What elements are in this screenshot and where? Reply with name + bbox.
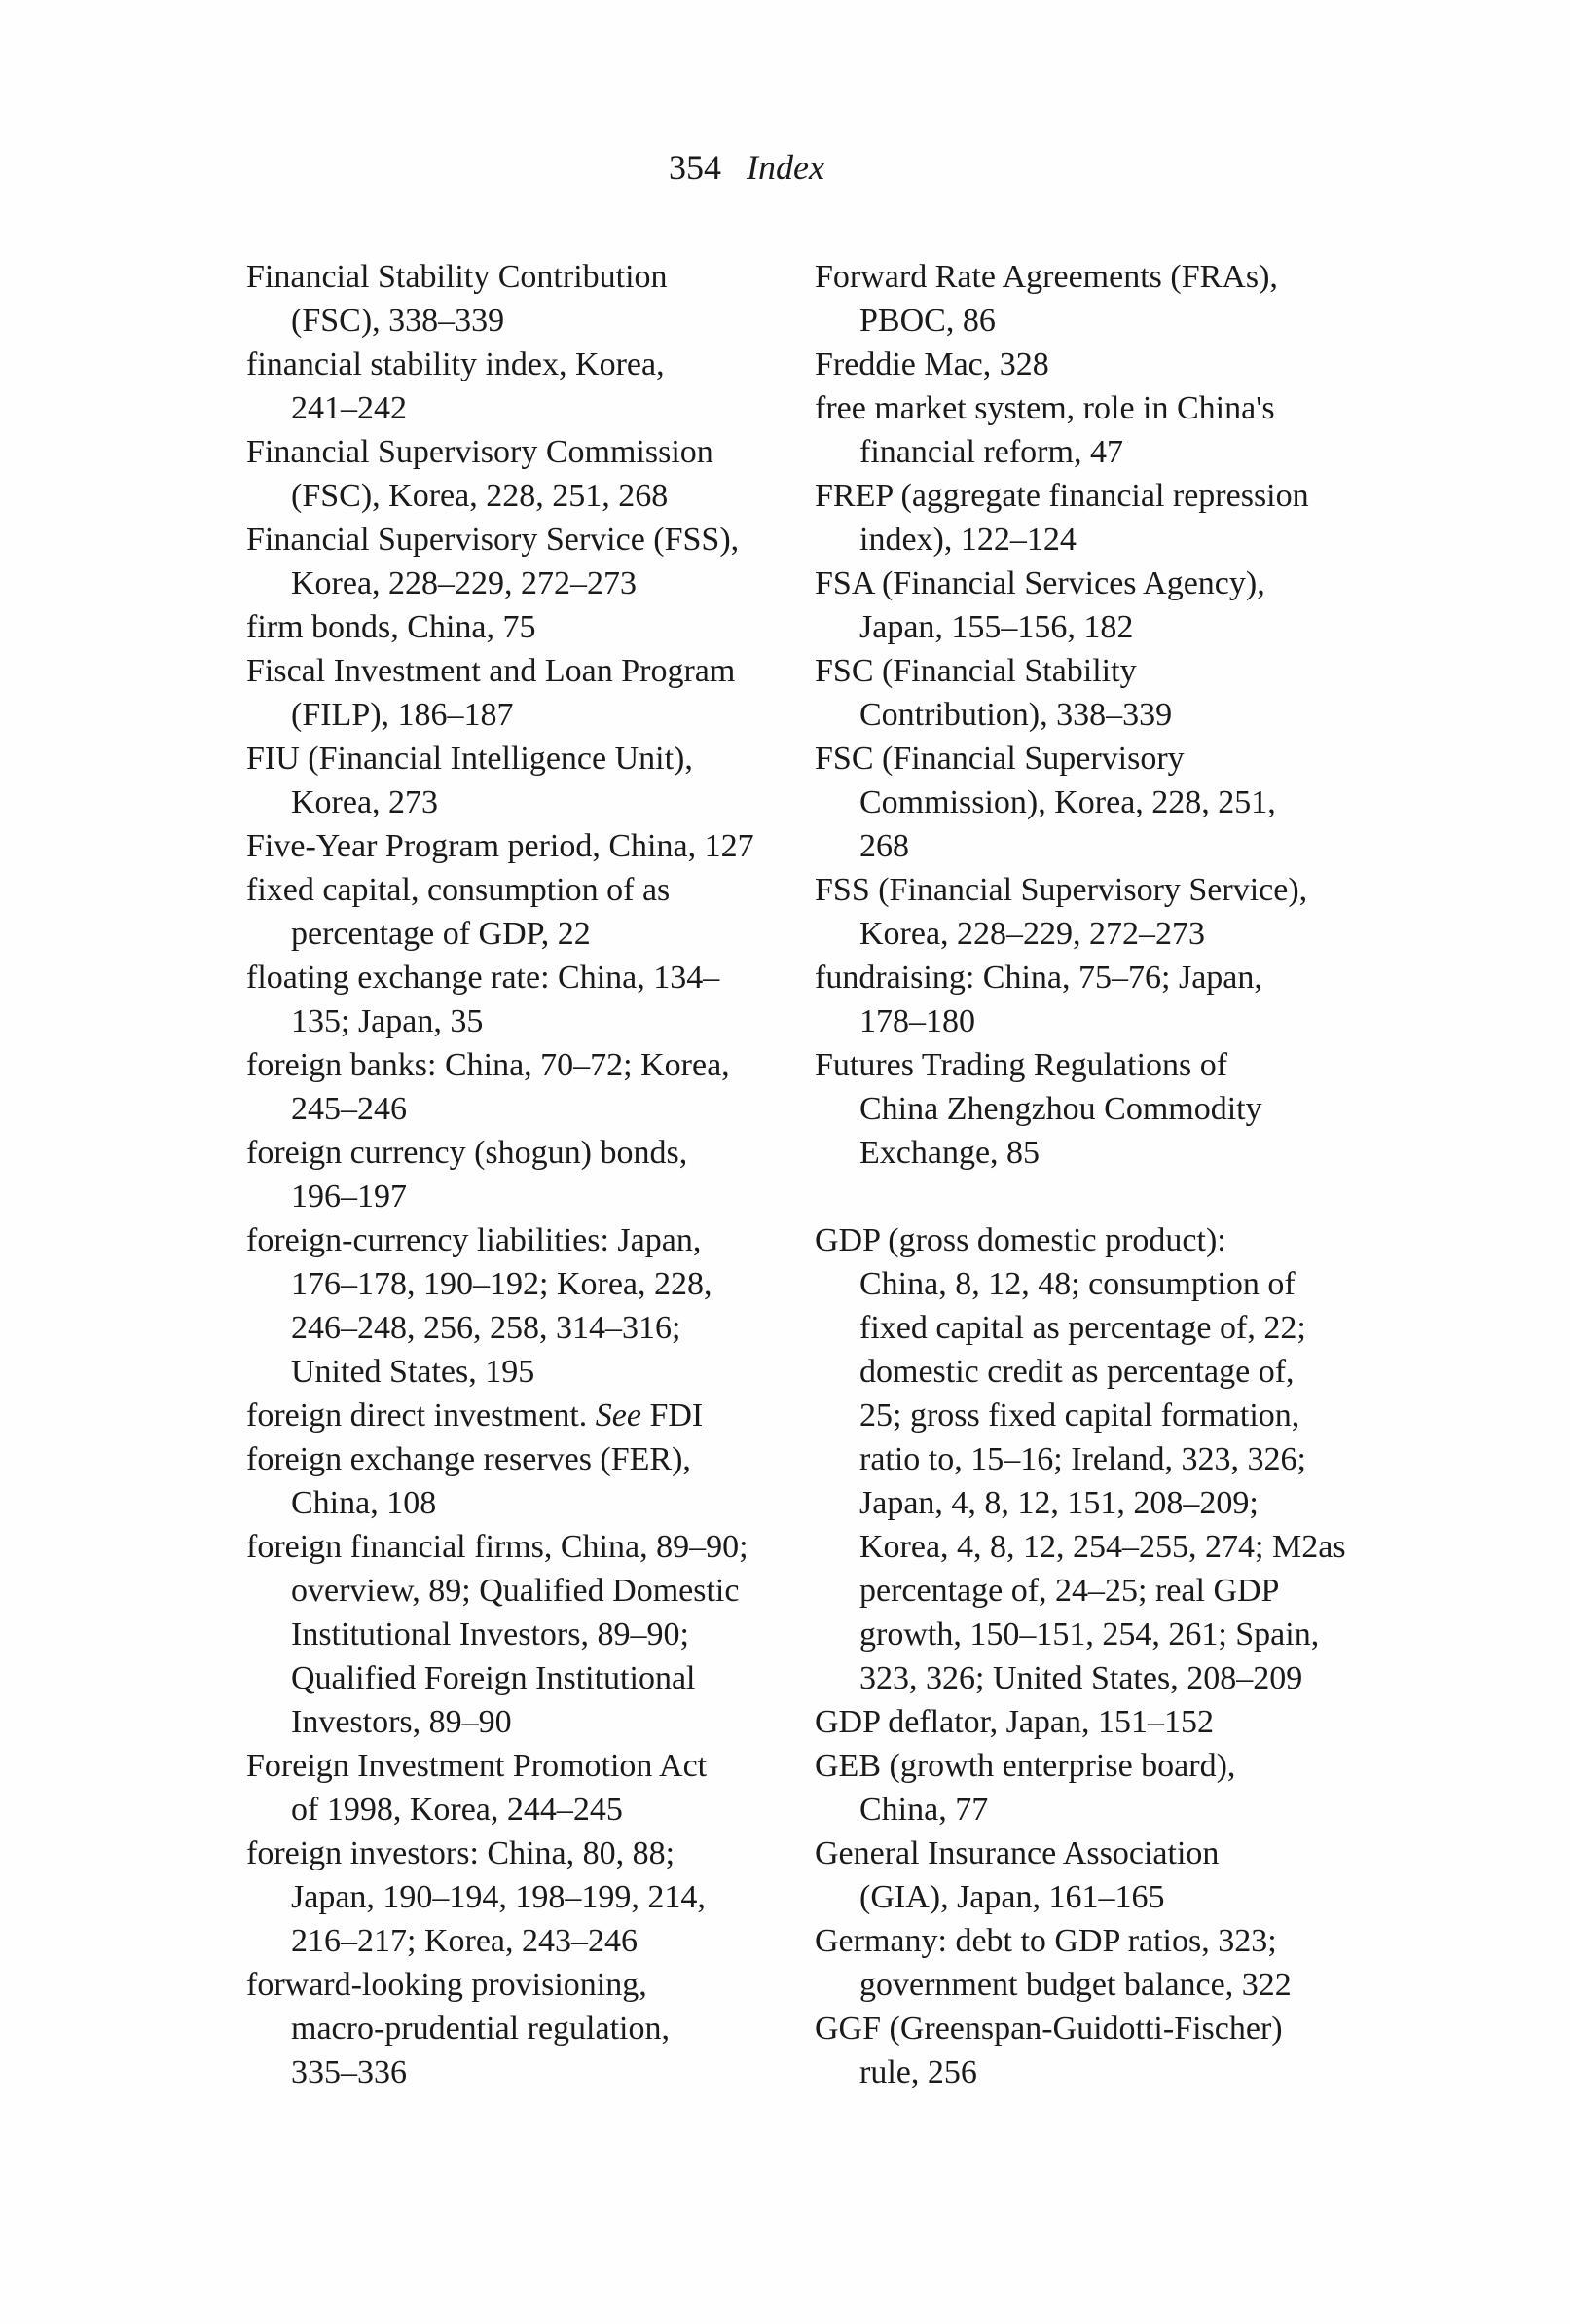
index-line: Japan, 4, 8, 12, 151, 208–209; — [859, 1485, 1259, 1521]
index-line: (GIA), Japan, 161–165 — [859, 1879, 1165, 1915]
index-line: Institutional Investors, 89–90; — [291, 1616, 689, 1652]
index-line: domestic credit as percentage of, — [859, 1354, 1295, 1390]
index-line: 241–242 — [291, 390, 407, 426]
index-line: 25; gross fixed capital formation, — [859, 1398, 1300, 1434]
index-line: China Zhengzhou Commodity — [859, 1091, 1262, 1127]
index-line: financial reform, 47 — [859, 434, 1123, 470]
index-line: General Insurance Association — [815, 1835, 1220, 1871]
index-line: (FSC), 338–339 — [291, 303, 505, 339]
index-line: GDP deflator, Japan, 151–152 — [815, 1704, 1215, 1740]
index-line: overview, 89; Qualified Domestic — [291, 1573, 740, 1609]
index-line: percentage of, 24–25; real GDP — [859, 1573, 1280, 1609]
index-line: 196–197 — [291, 1179, 407, 1215]
index-line: GDP (gross domestic product): — [815, 1222, 1226, 1258]
index-line: foreign financial firms, China, 89–90; — [246, 1529, 748, 1565]
index-line: percentage of GDP, 22 — [291, 916, 591, 952]
index-line: FSS (Financial Supervisory Service), — [815, 872, 1308, 908]
index-line: 268 — [859, 828, 909, 864]
index-line: Qualified Foreign Institutional — [291, 1660, 696, 1696]
index-line: Financial Supervisory Service (FSS), — [246, 522, 740, 558]
index-line: growth, 150–151, 254, 261; Spain, — [859, 1616, 1320, 1652]
index-line: floating exchange rate: China, 134– — [246, 960, 720, 996]
index-line: rule, 256 — [859, 2054, 977, 2090]
index-line: 245–246 — [291, 1091, 407, 1127]
index-line: FIU (Financial Intelligence Unit), — [246, 741, 693, 777]
index-line: China, 77 — [859, 1792, 989, 1828]
index-line: 178–180 — [859, 1003, 975, 1039]
index-line: (FSC), Korea, 228, 251, 268 — [291, 478, 669, 514]
index-line: macro-prudential regulation, — [291, 2011, 670, 2047]
index-line: Foreign Investment Promotion Act — [246, 1748, 708, 1784]
index-line: Japan, 155–156, 182 — [859, 609, 1134, 645]
page-header — [669, 146, 824, 190]
index-line: foreign investors: China, 80, 88; — [246, 1835, 675, 1871]
index-column-right — [815, 255, 1379, 2094]
index-line: 323, 326; United States, 208–209 — [859, 1660, 1303, 1696]
index-line: China, 8, 12, 48; consumption of — [859, 1266, 1296, 1302]
index-line: fundraising: China, 75–76; Japan, — [815, 960, 1262, 996]
index-line: of 1998, Korea, 244–245 — [291, 1792, 623, 1828]
index-line: 335–336 — [291, 2054, 407, 2090]
index-line: Germany: debt to GDP ratios, 323; — [815, 1923, 1277, 1959]
index-line: fixed capital as percentage of, 22; — [859, 1310, 1306, 1346]
page-number: 354 — [669, 148, 721, 187]
index-line: firm bonds, China, 75 — [246, 609, 536, 645]
index-line: foreign currency (shogun) bonds, — [246, 1135, 688, 1171]
index-line: GGF (Greenspan-Guidotti-Fischer) — [815, 2011, 1283, 2047]
index-line: financial stability index, Korea, — [246, 346, 665, 382]
index-line: Commission), Korea, 228, 251, — [859, 784, 1276, 820]
index-line: ratio to, 15–16; Ireland, 323, 326; — [859, 1441, 1306, 1477]
index-line: Exchange, 85 — [859, 1135, 1041, 1171]
index-line: Financial Supervisory Commission — [246, 434, 713, 470]
index-line: government budget balance, 322 — [859, 1967, 1292, 2003]
index-line: index), 122–124 — [859, 522, 1077, 558]
index-line: FREP (aggregate financial repression — [815, 478, 1309, 514]
index-line: Futures Trading Regulations of — [815, 1047, 1228, 1083]
index-line-gap — [815, 1175, 1379, 1218]
index-line: foreign-currency liabilities: Japan, — [246, 1222, 702, 1258]
index-line: Fiscal Investment and Loan Program — [246, 653, 736, 689]
index-line: Five-Year Program period, China, 127 — [246, 828, 754, 864]
index-line: 246–248, 256, 258, 314–316; — [291, 1310, 681, 1346]
index-line: Korea, 273 — [291, 784, 439, 820]
index-line: free market system, role in China's — [815, 390, 1275, 426]
index-line: Korea, 228–229, 272–273 — [291, 565, 638, 601]
index-line: 135; Japan, 35 — [291, 1003, 484, 1039]
index-line: GEB (growth enterprise board), — [815, 1748, 1236, 1784]
index-line: United States, 195 — [291, 1354, 535, 1390]
index-column-left — [246, 255, 815, 2094]
index-line: Korea, 228–229, 272–273 — [859, 916, 1206, 952]
running-head-title: Index — [747, 148, 824, 187]
index-line: forward-looking provisioning, — [246, 1967, 647, 2003]
index-line: Forward Rate Agreements (FRAs), — [815, 259, 1278, 295]
index-line: Freddie Mac, 328 — [815, 346, 1049, 382]
index-line: fixed capital, consumption of as — [246, 872, 671, 908]
index-line: Contribution), 338–339 — [859, 697, 1173, 733]
index-line: FSA (Financial Services Agency), — [815, 565, 1265, 601]
index-line: foreign banks: China, 70–72; Korea, — [246, 1047, 730, 1083]
index-line: foreign direct investment. See FDI — [246, 1398, 704, 1434]
index-line: FSC (Financial Stability — [815, 653, 1137, 689]
index-line: (FILP), 186–187 — [291, 697, 514, 733]
index-line: PBOC, 86 — [859, 303, 996, 339]
index-line: 176–178, 190–192; Korea, 228, — [291, 1266, 712, 1302]
index-line: China, 108 — [291, 1485, 437, 1521]
index-line: FSC (Financial Supervisory — [815, 741, 1185, 777]
index-line: foreign exchange reserves (FER), — [246, 1441, 691, 1477]
index-line: 216–217; Korea, 243–246 — [291, 1923, 639, 1959]
index-line: Financial Stability Contribution — [246, 259, 668, 295]
index-line: Korea, 4, 8, 12, 254–255, 274; M2as — [859, 1529, 1346, 1565]
index-line: Japan, 190–194, 198–199, 214, — [291, 1879, 706, 1915]
index-line: Investors, 89–90 — [291, 1704, 512, 1740]
